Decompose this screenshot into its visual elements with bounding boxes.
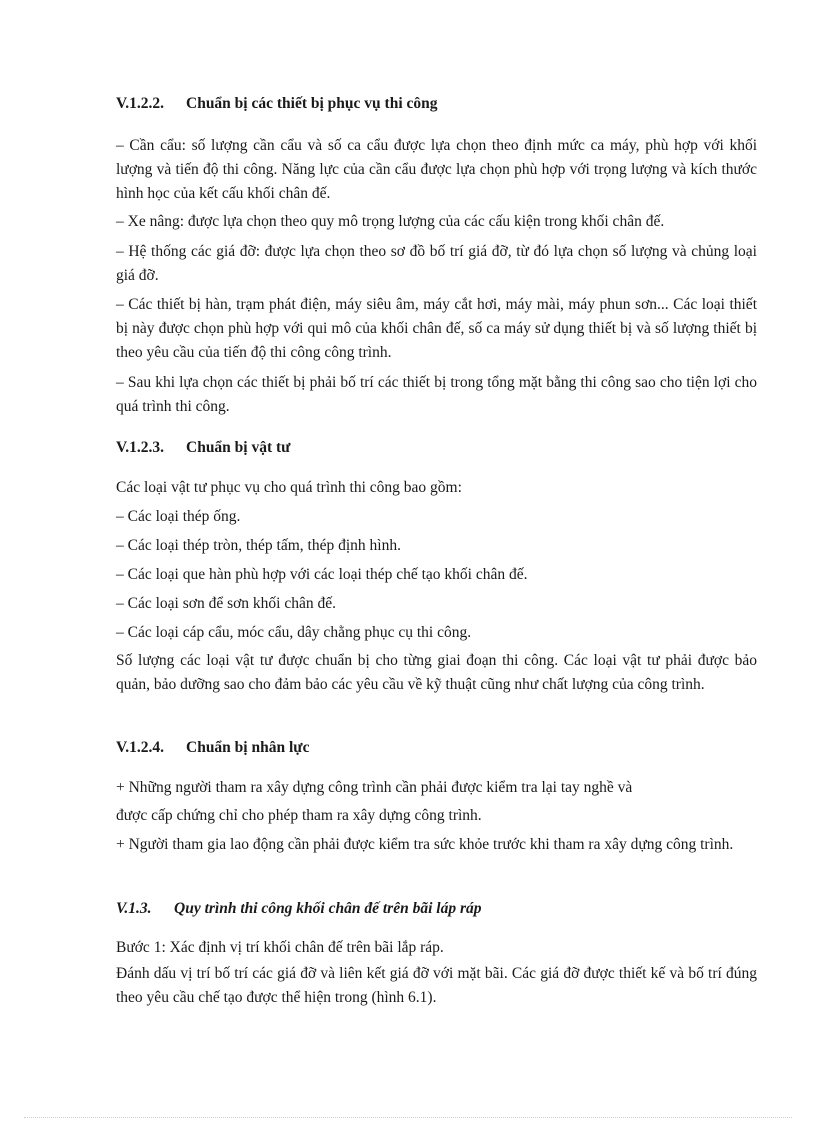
paragraph: – Sau khi lựa chọn các thiết bị phải bố trí các thiết bị trong tổng mặt bằng thi công sao cho tiện lợi cho quá trình thi công. [116, 374, 757, 415]
section-title: Chuẩn bị nhân lực [186, 739, 310, 756]
section-heading-v1-2-3 [116, 436, 290, 460]
paragraph: Đánh dấu vị trí bố trí các giá đỡ và liên kết giá đỡ với mặt bãi. Các giá đỡ được thiết kế và bố trí đúng theo yêu cầu chế tạo được thể hiện trong (hình 6.1). [116, 965, 757, 1006]
section-number: V.1.2.2. [116, 95, 164, 112]
paragraph: – Hệ thống các giá đỡ: được lựa chọn theo sơ đồ bố trí giá đỡ, từ đó lựa chọn số lượng và chủng loại giá đỡ. [116, 243, 757, 284]
paragraph: + Người tham gia lao động cần phải được kiểm tra sức khỏe trước khi tham ra xây dựng công trình. [116, 836, 734, 853]
page-bottom-rule [24, 1117, 792, 1118]
list-item: – Các loại que hàn phù hợp với các loại thép chế tạo khối chân đế. [116, 566, 528, 583]
section-heading-v1-2-2 [116, 92, 438, 116]
paragraph: được cấp chứng chỉ cho phép tham ra xây dựng công trình. [116, 807, 482, 824]
section-number: V.1.3. [116, 900, 152, 917]
section-title: Chuẩn bị vật tư [186, 439, 291, 456]
paragraph: Bước 1: Xác định vị trí khối chân đế trên bãi lắp ráp. [116, 939, 444, 956]
paragraph: – Xe nâng: được lựa chọn theo quy mô trọng lượng của các cấu kiện trong khối chân đế. [116, 213, 665, 230]
paragraph: Số lượng các loại vật tư được chuẩn bị cho từng giai đoạn thi công. Các loại vật tư phải được bảo quản, bảo dưỡng sao cho đảm bảo các yêu cầu về kỹ thuật cũng như chất lượng của công trình. [116, 652, 757, 693]
section-number: V.1.2.4. [116, 739, 164, 756]
list-item: – Các loại thép ống. [116, 508, 241, 525]
section-number: V.1.2.3. [116, 439, 164, 456]
paragraph: + Những người tham ra xây dựng công trình cần phải được kiểm tra lại tay nghề và [116, 779, 633, 796]
section-heading-v1-3 [116, 897, 481, 921]
section-heading-v1-2-4 [116, 736, 309, 760]
paragraph: Các loại vật tư phục vụ cho quá trình thi công bao gồm: [116, 479, 462, 496]
list-item: – Các loại cáp cẩu, móc cẩu, dây chằng phục cụ thi công. [116, 624, 472, 641]
section-title: Quy trình thi công khối chân đế trên bãi láp ráp [174, 900, 482, 917]
list-item: – Các loại thép tròn, thép tấm, thép định hình. [116, 537, 401, 554]
section-title: Chuẩn bị các thiết bị phục vụ thi công [186, 95, 438, 112]
list-item: – Các loại sơn để sơn khối chân đế. [116, 595, 336, 612]
paragraph: – Cần cẩu: số lượng cần cẩu và số ca cẩu được lựa chọn theo định mức ca máy, phù hợp với khối lượng và tiến độ thi công. Năng lực của cần cẩu được lựa chọn phù hợp với trọng lượng và kích thước hình học của kết cấu khối chân đế. [116, 137, 757, 202]
paragraph: – Các thiết bị hàn, trạm phát điện, máy siêu âm, máy cắt hơi, máy mài, máy phun sơn... Các loại thiết bị này được chọn phù hợp với qui mô của khối chân đế, số ca máy sử dụng thiết bị và số lượng thiết bị theo yêu cầu của tiến độ thi công công trình. [116, 296, 757, 361]
